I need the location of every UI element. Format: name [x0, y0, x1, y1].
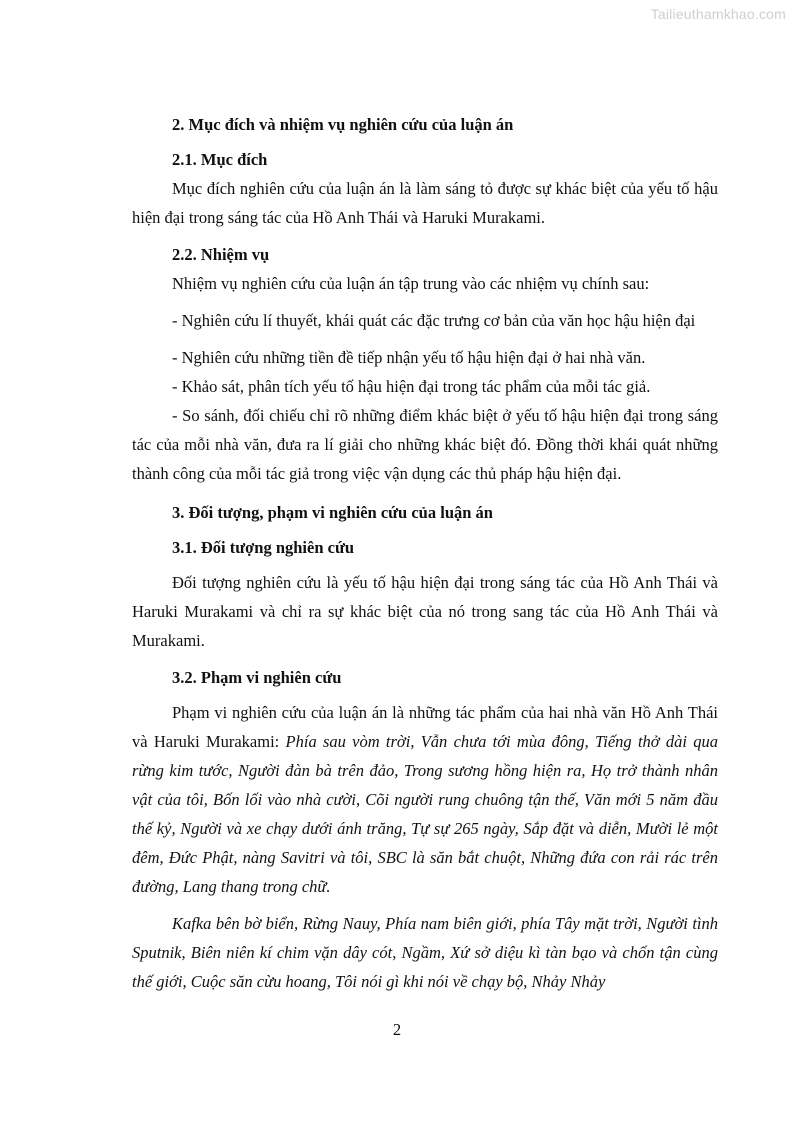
section-2-1-paragraph: Mục đích nghiên cứu của luận án là làm sáng tỏ được sự khác biệt của yếu tố hậu hiện đại trong sáng tác của Hồ Anh Thái và Haruki Murakami. — [132, 179, 718, 227]
watermark-text: Tailieuthamkhao.com — [650, 6, 786, 22]
section-3-1-paragraph: Đối tượng nghiên cứu là yếu tố hậu hiện đại trong sáng tác của Hồ Anh Thái và Haruki Murakami và chỉ ra sự khác biệt của nó trong sang tác của Hồ Anh Thái và Murakami. — [132, 573, 718, 650]
section-2-2-intro: Nhiệm vụ nghiên cứu của luận án tập trung vào các nhiệm vụ chính sau: — [172, 274, 650, 293]
scope-intro-text: Phạm vi nghiên cứu của luận án là những tác phẩm của hai nhà văn Hồ Anh Thái và Haruki Murakami: — [132, 703, 718, 751]
section-2-1-heading: 2.1. Mục đích — [172, 150, 268, 169]
task-item: - Nghiên cứu lí thuyết, khái quát các đặc trưng cơ bản của văn học hậu hiện đại — [172, 311, 696, 330]
section-3-2-paragraph — [132, 698, 718, 901]
ho-anh-thai-works-list: Phía sau vòm trời, Vẫn chưa tới mùa đông, Tiếng thở dài qua rừng kim tước, Người đàn bà trên đảo, Trong sương hồng hiện ra, Họ trở thành nhân vật của tôi, Bốn lối vào nhà cười, Cõi người rung chuông tận thế, Văn mới 5 năm đầu thế kỷ, Người và xe chạy dưới ánh trăng, Tự sự 265 ngày, Sắp đặt và diễn, Mười lẻ một đêm, Đức Phật, nàng Savitri và tôi, SBC là săn bắt chuột, Những đứa con rải rác trên đường, Lang thang trong chữ. — [132, 732, 718, 896]
task-item: - Khảo sát, phân tích yếu tố hậu hiện đại trong tác phẩm của mỗi tác giả. — [172, 377, 651, 396]
section-3-heading: 3. Đối tượng, phạm vi nghiên cứu của luận án — [172, 503, 493, 522]
page-number: 2 — [392, 1020, 402, 1039]
section-3-1-heading: 3.1. Đối tượng nghiên cứu — [172, 538, 355, 557]
section-2-2-heading: 2.2. Nhiệm vụ — [172, 245, 270, 264]
task-item: - So sánh, đối chiếu chỉ rõ những điểm khác biệt ở yếu tố hậu hiện đại trong sáng tác của mỗi nhà văn, đưa ra lí giải cho những khác biệt đó. Đồng thời khái quát những thành công của mỗi tác giả trong việc vận dụng các thủ pháp hậu hiện đại. — [132, 406, 718, 483]
section-2-heading: 2. Mục đích và nhiệm vụ nghiên cứu của luận án — [172, 115, 514, 134]
murakami-works-paragraph — [132, 909, 718, 996]
murakami-works-list: Kafka bên bờ biển, Rừng Nauy, Phía nam biên giới, phía Tây mặt trời, Người tình Sputnik, Biên niên kí chim vặn dây cót, Ngầm, Xứ sở diệu kì tàn bạo và chốn tận cùng thế giới, Cuộc săn cừu hoang, Tôi nói gì khi nói về chạy bộ, Nhảy Nhảy — [132, 914, 718, 991]
section-3-2-heading: 3.2. Phạm vi nghiên cứu — [172, 668, 342, 687]
task-item: - Nghiên cứu những tiền đề tiếp nhận yếu tố hậu hiện đại ở hai nhà văn. — [172, 348, 646, 367]
document-page — [132, 110, 718, 996]
